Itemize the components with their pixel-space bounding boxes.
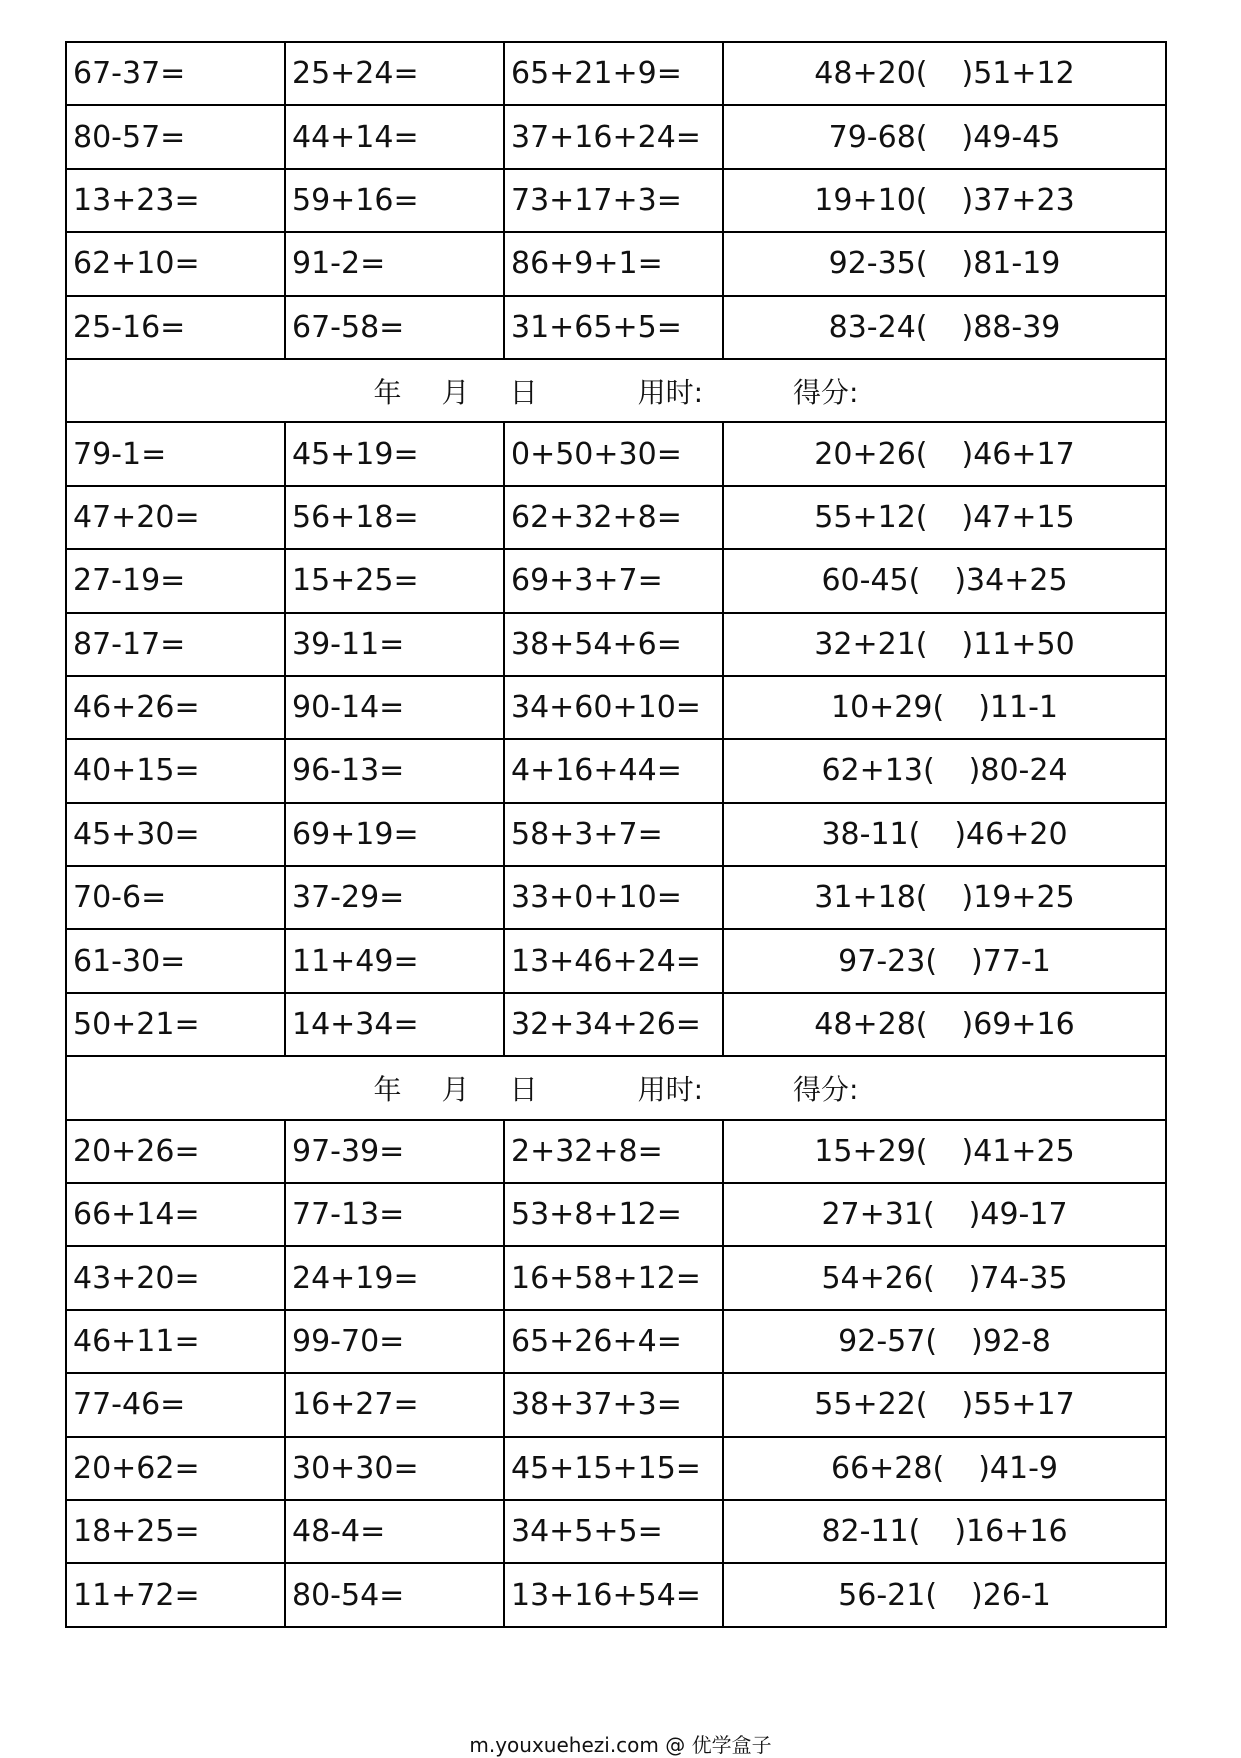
- problem-row: [66, 1437, 1166, 1500]
- arithmetic-problem: 0+50+30=: [504, 422, 723, 485]
- arithmetic-problem: 25+24=: [285, 42, 504, 105]
- arithmetic-problem: 67-37=: [66, 42, 285, 105]
- arithmetic-problem: 56+18=: [285, 486, 504, 549]
- comparison-problem: [723, 613, 1166, 676]
- comparison-left: 82-11(: [821, 1514, 921, 1550]
- problem-row: [66, 1246, 1166, 1309]
- arithmetic-problem: 27-19=: [66, 549, 285, 612]
- arithmetic-problem: 43+20=: [66, 1246, 285, 1309]
- arithmetic-problem: 38+37+3=: [504, 1373, 723, 1436]
- date-time-score-header: [66, 1056, 1166, 1119]
- score-label: 得分:: [793, 375, 859, 409]
- arithmetic-problem: 13+23=: [66, 169, 285, 232]
- comparison-right: )41+25: [961, 1133, 1075, 1169]
- arithmetic-problem: 96-13=: [285, 739, 504, 802]
- arithmetic-problem: 79-1=: [66, 422, 285, 485]
- problem-row: [66, 613, 1166, 676]
- comparison-left: 48+28(: [814, 1007, 928, 1043]
- comparison-left: 15+29(: [814, 1133, 928, 1169]
- arithmetic-problem: 24+19=: [285, 1246, 504, 1309]
- comparison-right: )46+17: [961, 436, 1075, 472]
- arithmetic-problem: 77-13=: [285, 1183, 504, 1246]
- arithmetic-problem: 46+26=: [66, 676, 285, 739]
- comparison-problem: [723, 739, 1166, 802]
- comparison-left: 10+29(: [831, 690, 945, 726]
- arithmetic-problem: 65+26+4=: [504, 1310, 723, 1373]
- comparison-problem: [723, 866, 1166, 929]
- problem-row: [66, 105, 1166, 168]
- problem-row: [66, 169, 1166, 232]
- comparison-left: 97-23(: [838, 943, 938, 979]
- comparison-left: 55+22(: [814, 1387, 928, 1423]
- comparison-right: )34+25: [954, 563, 1068, 599]
- comparison-left: 62+13(: [821, 753, 935, 789]
- arithmetic-problem: 86+9+1=: [504, 232, 723, 295]
- problem-row: [66, 676, 1166, 739]
- arithmetic-problem: 97-39=: [285, 1120, 504, 1183]
- month-label: 月: [441, 375, 470, 409]
- comparison-left: 79-68(: [828, 119, 928, 155]
- arithmetic-problem: 91-2=: [285, 232, 504, 295]
- arithmetic-problem: 80-57=: [66, 105, 285, 168]
- arithmetic-problem: 15+25=: [285, 549, 504, 612]
- comparison-problem: [723, 993, 1166, 1056]
- comparison-left: 56-21(: [838, 1577, 938, 1613]
- comparison-right: )69+16: [961, 1007, 1075, 1043]
- arithmetic-problem: 31+65+5=: [504, 296, 723, 359]
- arithmetic-problem: 65+21+9=: [504, 42, 723, 105]
- comparison-problem: [723, 105, 1166, 168]
- comparison-left: 32+21(: [814, 626, 928, 662]
- arithmetic-problem: 46+11=: [66, 1310, 285, 1373]
- problem-row: [66, 1563, 1166, 1626]
- problem-row: [66, 549, 1166, 612]
- comparison-right: )55+17: [961, 1387, 1075, 1423]
- problem-row: [66, 929, 1166, 992]
- comparison-left: 54+26(: [821, 1260, 935, 1296]
- comparison-right: )92-8: [971, 1324, 1051, 1359]
- score-label: 得分:: [793, 1072, 859, 1106]
- day-label: 日: [509, 1072, 538, 1106]
- comparison-right: )77-1: [971, 943, 1051, 979]
- arithmetic-problem: 11+72=: [66, 1563, 285, 1626]
- comparison-problem: [723, 929, 1166, 992]
- comparison-problem: [723, 1563, 1166, 1626]
- comparison-problem: [723, 1500, 1166, 1563]
- comparison-left: 38-11(: [821, 816, 921, 852]
- comparison-left: 19+10(: [814, 182, 928, 218]
- arithmetic-problem: 20+62=: [66, 1437, 285, 1500]
- arithmetic-problem: 39-11=: [285, 613, 504, 676]
- comparison-left: 48+20(: [814, 56, 928, 92]
- arithmetic-problem: 53+8+12=: [504, 1183, 723, 1246]
- comparison-problem: [723, 1437, 1166, 1500]
- comparison-left: 55+12(: [814, 499, 928, 535]
- comparison-left: 92-57(: [838, 1324, 938, 1359]
- comparison-right: )74-35: [968, 1260, 1068, 1296]
- arithmetic-problem: 18+25=: [66, 1500, 285, 1563]
- header-row: [66, 1056, 1166, 1119]
- comparison-right: )41-9: [978, 1450, 1058, 1486]
- arithmetic-problem: 99-70=: [285, 1310, 504, 1373]
- problem-row: [66, 1120, 1166, 1183]
- comparison-right: )47+15: [961, 499, 1075, 535]
- time-label: 用时:: [637, 1072, 704, 1106]
- comparison-left: 60-45(: [821, 563, 921, 599]
- comparison-right: )80-24: [968, 753, 1068, 789]
- arithmetic-problem: 69+19=: [285, 803, 504, 866]
- comparison-left: 20+26(: [814, 436, 928, 472]
- arithmetic-problem: 66+14=: [66, 1183, 285, 1246]
- comparison-right: )19+25: [961, 880, 1075, 916]
- arithmetic-problem: 2+32+8=: [504, 1120, 723, 1183]
- arithmetic-problem: 34+60+10=: [504, 676, 723, 739]
- comparison-problem: [723, 1310, 1166, 1373]
- problem-row: [66, 296, 1166, 359]
- arithmetic-problem: 25-16=: [66, 296, 285, 359]
- comparison-right: )88-39: [961, 309, 1061, 345]
- arithmetic-problem: 67-58=: [285, 296, 504, 359]
- arithmetic-problem: 70-6=: [66, 866, 285, 929]
- arithmetic-problem: 62+32+8=: [504, 486, 723, 549]
- comparison-right: )46+20: [954, 816, 1068, 852]
- arithmetic-problem: 37+16+24=: [504, 105, 723, 168]
- footer-watermark: m.youxuehezi.com @ 优学盒子: [469, 1733, 772, 1757]
- arithmetic-problem: 90-14=: [285, 676, 504, 739]
- problem-row: [66, 1500, 1166, 1563]
- comparison-right: )26-1: [971, 1577, 1051, 1613]
- comparison-left: 27+31(: [821, 1197, 935, 1233]
- arithmetic-problem: 33+0+10=: [504, 866, 723, 929]
- comparison-right: )16+16: [954, 1514, 1068, 1550]
- year-label: 年: [373, 375, 402, 409]
- arithmetic-problem: 38+54+6=: [504, 613, 723, 676]
- arithmetic-problem: 50+21=: [66, 993, 285, 1056]
- arithmetic-problem: 48-4=: [285, 1500, 504, 1563]
- arithmetic-problem: 16+58+12=: [504, 1246, 723, 1309]
- comparison-right: )11-1: [978, 690, 1058, 726]
- problem-row: [66, 739, 1166, 802]
- comparison-problem: [723, 676, 1166, 739]
- arithmetic-problem: 16+27=: [285, 1373, 504, 1436]
- month-label: 月: [441, 1072, 470, 1106]
- arithmetic-problem: 45+30=: [66, 803, 285, 866]
- comparison-problem: [723, 549, 1166, 612]
- arithmetic-problem: 14+34=: [285, 993, 504, 1056]
- arithmetic-problem: 11+49=: [285, 929, 504, 992]
- comparison-right: )37+23: [961, 182, 1075, 218]
- arithmetic-problem: 37-29=: [285, 866, 504, 929]
- comparison-problem: [723, 1373, 1166, 1436]
- arithmetic-problem: 87-17=: [66, 613, 285, 676]
- arithmetic-problem: 80-54=: [285, 1563, 504, 1626]
- arithmetic-problem: 40+15=: [66, 739, 285, 802]
- comparison-right: )81-19: [961, 246, 1061, 282]
- comparison-problem: [723, 296, 1166, 359]
- arithmetic-problem: 77-46=: [66, 1373, 285, 1436]
- comparison-right: )49-45: [961, 119, 1061, 155]
- comparison-problem: [723, 1246, 1166, 1309]
- problem-row: [66, 486, 1166, 549]
- problem-row: [66, 993, 1166, 1056]
- day-label: 日: [509, 375, 538, 409]
- problem-row: [66, 42, 1166, 105]
- arithmetic-problem: 44+14=: [285, 105, 504, 168]
- comparison-problem: [723, 1183, 1166, 1246]
- comparison-right: )49-17: [968, 1197, 1068, 1233]
- problem-row: [66, 422, 1166, 485]
- arithmetic-problem: 20+26=: [66, 1120, 285, 1183]
- comparison-problem: [723, 1120, 1166, 1183]
- arithmetic-problem: 4+16+44=: [504, 739, 723, 802]
- comparison-problem: [723, 42, 1166, 105]
- arithmetic-problem: 13+16+54=: [504, 1563, 723, 1626]
- comparison-problem: [723, 486, 1166, 549]
- problem-row: [66, 1310, 1166, 1373]
- comparison-right: )51+12: [961, 56, 1075, 92]
- comparison-problem: [723, 803, 1166, 866]
- arithmetic-problem: 61-30=: [66, 929, 285, 992]
- comparison-problem: [723, 422, 1166, 485]
- arithmetic-problem: 47+20=: [66, 486, 285, 549]
- arithmetic-problem: 45+15+15=: [504, 1437, 723, 1500]
- time-label: 用时:: [637, 375, 704, 409]
- problem-row: [66, 803, 1166, 866]
- arithmetic-problem: 62+10=: [66, 232, 285, 295]
- year-label: 年: [373, 1072, 402, 1106]
- problem-row: [66, 866, 1166, 929]
- header-row: [66, 359, 1166, 422]
- arithmetic-problem: 45+19=: [285, 422, 504, 485]
- comparison-right: )11+50: [961, 626, 1075, 662]
- date-time-score-header: [66, 359, 1166, 422]
- arithmetic-problem: 58+3+7=: [504, 803, 723, 866]
- comparison-left: 31+18(: [814, 880, 928, 916]
- arithmetic-problem: 34+5+5=: [504, 1500, 723, 1563]
- problem-row: [66, 1373, 1166, 1436]
- comparison-left: 92-35(: [828, 246, 928, 282]
- comparison-left: 66+28(: [831, 1450, 945, 1486]
- worksheet-table: [65, 41, 1167, 1628]
- arithmetic-problem: 73+17+3=: [504, 169, 723, 232]
- problem-row: [66, 232, 1166, 295]
- arithmetic-problem: 13+46+24=: [504, 929, 723, 992]
- arithmetic-problem: 32+34+26=: [504, 993, 723, 1056]
- comparison-left: 83-24(: [828, 309, 928, 345]
- comparison-problem: [723, 232, 1166, 295]
- arithmetic-problem: 30+30=: [285, 1437, 504, 1500]
- arithmetic-problem: 59+16=: [285, 169, 504, 232]
- comparison-problem: [723, 169, 1166, 232]
- arithmetic-problem: 69+3+7=: [504, 549, 723, 612]
- problem-row: [66, 1183, 1166, 1246]
